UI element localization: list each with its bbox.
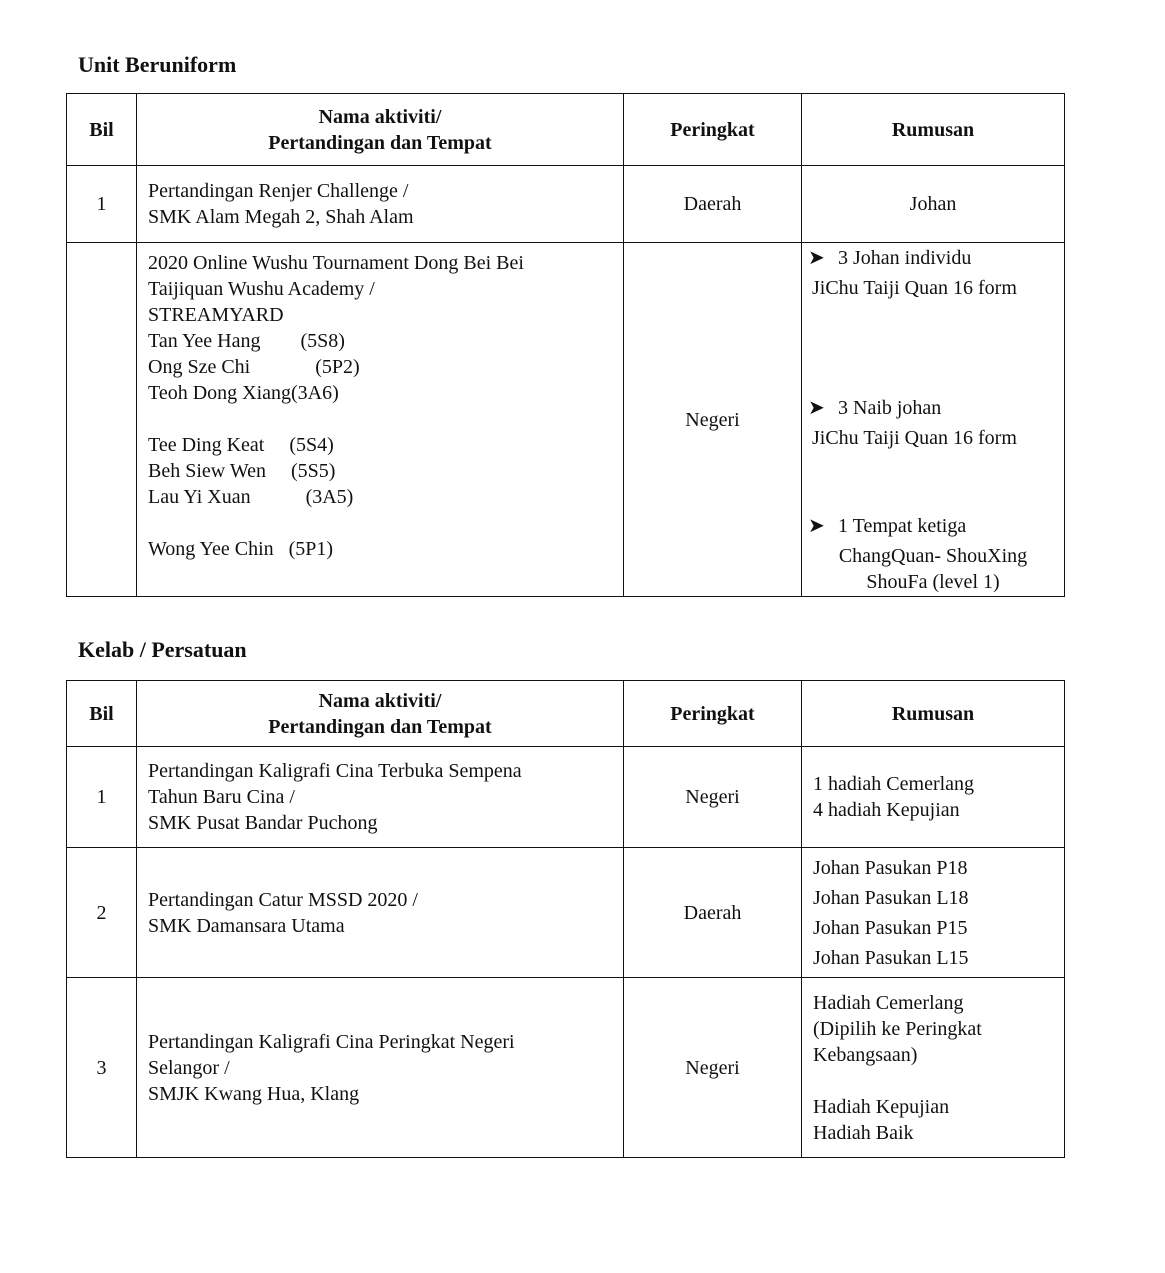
arrow-bullet-icon: ➤: [808, 515, 825, 537]
cell-peringkat: Negeri: [624, 978, 802, 1158]
cell-peringkat: Daerah: [624, 166, 802, 243]
achievement-detail: ShouFa (level 1): [866, 571, 1000, 593]
rumusan-line: (Dipilih ke Peringkat: [813, 1017, 982, 1040]
nama-line: Pertandingan Kaligrafi Cina Peringkat Negeri: [148, 1030, 515, 1053]
cell-bil: 1: [67, 747, 137, 848]
participant-line: Tan Yee Hang (5S8): [148, 330, 345, 352]
cell-nama: [137, 243, 624, 597]
achievement-item: [802, 245, 1064, 395]
nama-line: Pertandingan Renjer Challenge /: [148, 180, 409, 202]
rumusan-line: Johan Pasukan L15: [813, 946, 969, 969]
table-row: [67, 978, 1065, 1158]
nama-line: Pertandingan Kaligrafi Cina Terbuka Sempena: [148, 760, 522, 782]
participant-line: Ong Sze Chi (5P2): [148, 356, 360, 378]
participant-line: Beh Siew Wen (5S5): [148, 460, 336, 482]
rumusan-line: Johan Pasukan L18: [813, 886, 969, 909]
table-row: [67, 747, 1065, 848]
cell-rumusan: Johan: [802, 166, 1065, 243]
participant-line: Wong Yee Chin (5P1): [148, 538, 334, 560]
rumusan-line: Johan Pasukan P15: [813, 916, 968, 939]
nama-line: SMJK Kwang Hua, Klang: [148, 1082, 360, 1105]
table-kelab-persatuan: [66, 680, 1065, 1158]
cell-nama: [137, 978, 624, 1158]
participant-line: Tee Ding Keat (5S4): [148, 434, 334, 456]
section-title-kelab-persatuan: Kelab / Persatuan: [78, 637, 247, 662]
nama-line: STREAMYARD: [148, 304, 284, 326]
header-rumusan: Rumusan: [802, 94, 1065, 166]
cell-bil: 1: [67, 166, 137, 243]
cell-rumusan: [802, 978, 1065, 1158]
table-row: [67, 848, 1065, 978]
header-peringkat: Peringkat: [624, 681, 802, 747]
achievement-detail: JiChu Taiji Quan 16 form: [812, 277, 1017, 299]
achievement-bullet: 1 Tempat ketiga: [838, 515, 967, 537]
achievement-item: [802, 395, 1064, 513]
table-header-row: [67, 94, 1065, 166]
achievement-detail: JiChu Taiji Quan 16 form: [812, 427, 1017, 449]
header-nama-line2: Pertandingan dan Tempat: [268, 131, 492, 154]
achievement-bullet: 3 Johan individu: [838, 247, 972, 269]
table-header-row: [67, 681, 1065, 747]
cell-peringkat: Negeri: [624, 243, 802, 597]
cell-nama: [137, 166, 624, 243]
achievement-item: [802, 513, 1064, 595]
rumusan-line: Hadiah Kepujian: [813, 1095, 950, 1118]
table-row: [67, 243, 1065, 597]
nama-line: SMK Pusat Bandar Puchong: [148, 812, 378, 834]
section-title-unit-beruniform: Unit Beruniform: [78, 52, 237, 77]
header-peringkat: Peringkat: [624, 94, 802, 166]
spacer: [148, 510, 617, 536]
rumusan-line: Hadiah Cemerlang: [813, 991, 964, 1014]
arrow-bullet-icon: ➤: [808, 397, 825, 419]
spacer: [813, 1068, 1058, 1094]
achievement-bullet: 3 Naib johan: [838, 397, 942, 419]
spacer: [148, 406, 617, 432]
rumusan-line: 4 hadiah Kepujian: [813, 799, 960, 821]
rumusan-line: Kebangsaan): [813, 1043, 918, 1066]
header-nama-line1: Nama aktiviti/: [318, 105, 442, 128]
table-unit-beruniform: [66, 93, 1065, 597]
nama-line: Selangor /: [148, 1056, 230, 1079]
header-bil: Bil: [67, 681, 137, 747]
cell-bil: [67, 243, 137, 597]
nama-line: SMK Alam Megah 2, Shah Alam: [148, 206, 414, 228]
cell-bil: 3: [67, 978, 137, 1158]
nama-line: 2020 Online Wushu Tournament Dong Bei Bei: [148, 252, 524, 274]
header-nama-aktiviti: [137, 681, 624, 747]
nama-line: SMK Damansara Utama: [148, 914, 345, 937]
header-nama-aktiviti: [137, 94, 624, 166]
cell-rumusan: [802, 747, 1065, 848]
rumusan-line: 1 hadiah Cemerlang: [813, 773, 975, 795]
cell-bil: 2: [67, 848, 137, 978]
nama-line: Tahun Baru Cina /: [148, 786, 295, 808]
table-row: [67, 166, 1065, 243]
header-bil: Bil: [67, 94, 137, 166]
achievement-detail: ChangQuan- ShouXing: [838, 545, 1028, 567]
arrow-bullet-icon: ➤: [808, 247, 825, 269]
header-nama-line2: Pertandingan dan Tempat: [268, 715, 492, 738]
cell-rumusan: [802, 848, 1065, 978]
header-nama-line1: Nama aktiviti/: [318, 689, 442, 712]
participant-line: Lau Yi Xuan (3A5): [148, 486, 354, 508]
header-rumusan: Rumusan: [802, 681, 1065, 747]
cell-nama: [137, 848, 624, 978]
nama-line: Taijiquan Wushu Academy /: [148, 278, 375, 300]
participant-line: Teoh Dong Xiang(3A6): [148, 382, 339, 404]
rumusan-line: Johan Pasukan P18: [813, 856, 968, 879]
cell-nama: [137, 747, 624, 848]
cell-rumusan: [802, 243, 1065, 597]
cell-peringkat: Daerah: [624, 848, 802, 978]
cell-peringkat: Negeri: [624, 747, 802, 848]
nama-line: Pertandingan Catur MSSD 2020 /: [148, 888, 418, 911]
rumusan-line: Hadiah Baik: [813, 1121, 914, 1144]
